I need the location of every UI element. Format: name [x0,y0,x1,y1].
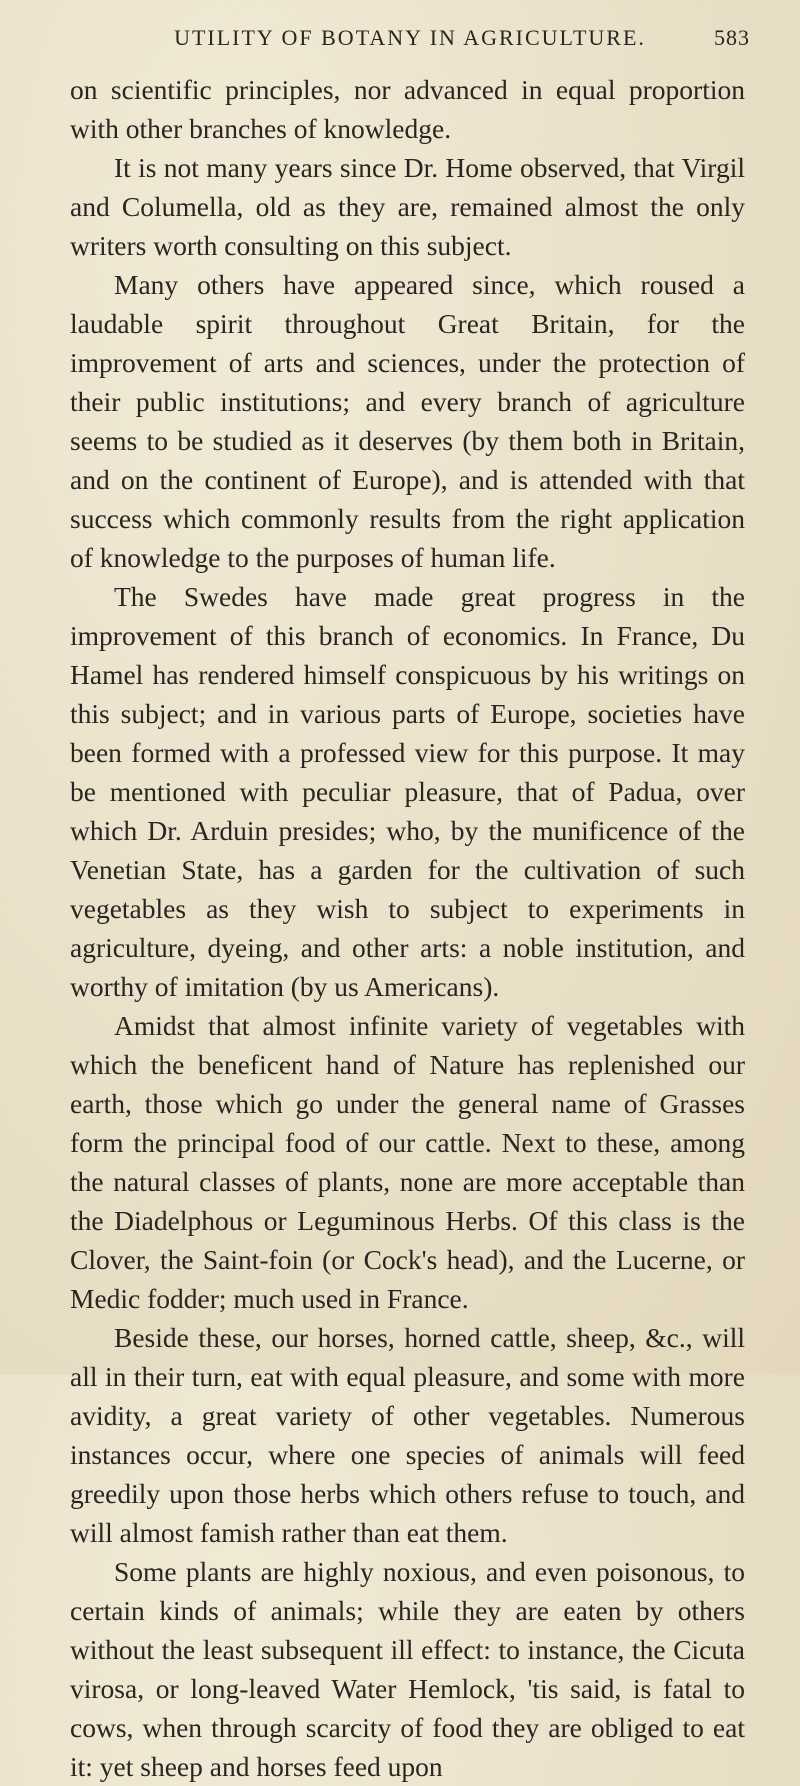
paragraph: Many others have appeared since, which roused a laudable spirit throughout Great Britain, for the improvement of arts and sciences, under the protection of their public institutions; and every branch of agriculture seems to be studied as it deserves (by them both in Britain, and on the continent of Europe), and is attended with that success which commonly results from the right application of knowledge to the purposes of human life. [70,269,745,573]
paragraph: It is not many years since Dr. Home observed, that Virgil and Columella, old as they are, remained almost the only writers worth consulting on this subject. [70,152,745,261]
body-text [70,70,745,1786]
page-header [70,18,750,58]
running-title: UTILITY OF BOTANY IN AGRICULTURE. [174,25,646,50]
paragraph: Amidst that almost infinite variety of vegetables with which the beneficent hand of Nature has replenished our earth, those which go under the general name of Grasses form the principal food of our cattle. Next to these, among the natural classes of plants, none are more acceptable than the Diadelphous or Leguminous Herbs. Of this class is the Clover, the Saint-foin (or Cock's head), and the Lucerne, or Medic fodder; much used in France. [70,1010,745,1314]
paragraph: Beside these, our horses, horned cattle, sheep, &c., will all in their turn, eat with equal pleasure, and some with more avidity, a great variety of other vegetables. Numerous instances occur, where one species of animals will feed greedily upon those herbs which others refuse to touch, and will almost famish rather than eat them. [70,1322,745,1548]
paragraph: Some plants are highly noxious, and even poisonous, to certain kinds of animals; while they are eaten by others without the least subsequent ill effect: to instance, the Cicuta virosa, or long-leaved Water Hemlock, 'tis said, is fatal to cows, when through scarcity of food they are obliged to eat it: yet sheep and horses feed upon [70,1556,745,1782]
paragraph: The Swedes have made great progress in the improvement of this branch of economics. In France, Du Hamel has rendered himself conspicuous by his writings on this subject; and in various parts of Europe, societies have been formed with a professed view for this purpose. It may be mentioned with peculiar pleasure, that of Padua, over which Dr. Arduin presides; who, by the munificence of the Venetian State, has a garden for the cultivation of such vegetables as they wish to subject to experiments in agriculture, dyeing, and other arts: a noble institution, and worthy of imitation (by us Americans). [70,581,745,1002]
paragraph-continuation: on scientific principles, nor advanced in equal proportion with other branches of knowledge. [70,74,745,144]
page-number: 583 [714,25,750,50]
